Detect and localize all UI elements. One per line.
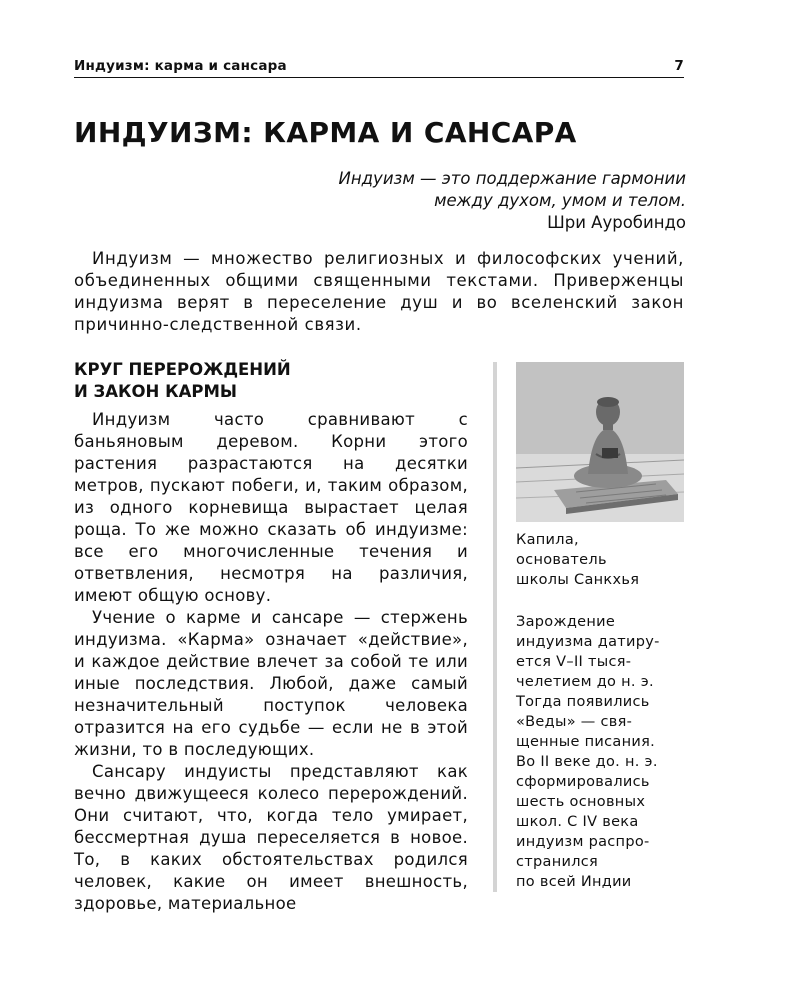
- running-header: [74, 58, 684, 78]
- section-heading: [74, 359, 474, 403]
- note-line: школ. С IV века: [516, 814, 639, 830]
- body-paragraph-3: Сансару индуисты представляют как вечно движущееся колесо перерождений. Они считают, что, когда тело умирает, бессмертная душа переселяется в новое. То, в каких обстоятельствах родился человек, какие он имеет внешность, здоровье, материальное: [74, 762, 468, 913]
- note-line: челетием до н. э.: [516, 674, 654, 690]
- caption-line: основатель: [516, 552, 607, 568]
- note-line: индуизма датиру-: [516, 634, 660, 650]
- section-heading-line-2: И ЗАКОН КАРМЫ: [74, 382, 237, 401]
- page-title: ИНДУИЗМ: КАРМА И САНСАРА: [74, 116, 577, 149]
- epigraph-line-2: между духом, умом и телом.: [434, 191, 686, 210]
- intro-paragraph: Индуизм — множество религиозных и философских учений, объединенных общими священными текстами. Приверженцы индуизма верят в переселение душ и во вселенский закон причинно-следственной связи.: [74, 249, 684, 334]
- epigraph-author: Шри Ауробиндо: [547, 213, 686, 232]
- main-text-column: [74, 409, 468, 915]
- note-line: Зарождение: [516, 614, 616, 630]
- note-line: ется V–II тыся-: [516, 654, 632, 670]
- note-line: щенные писания.: [516, 734, 656, 750]
- body-paragraph-1: Индуизм часто сравнивают с баньяновым деревом. Корни этого растения разрастаются на десятки метров, пускают побеги, и, таким образом, из одного корневища вырастает целая роща. То же можно сказать об индуизме: все его многочисленные течения и ответвления, несмотря на различия, имеют общую основу.: [74, 410, 468, 605]
- column-divider: [493, 362, 497, 892]
- epigraph-line-1: Индуизм — это поддержание гармонии: [338, 169, 686, 188]
- note-line: Во II веке до. н. э.: [516, 754, 658, 770]
- note-line: индуизм распро-: [516, 834, 650, 850]
- caption-line: школы Санкхья: [516, 572, 640, 588]
- running-title: Индуизм: карма и сансара: [74, 58, 287, 74]
- caption-line: Капила,: [516, 532, 579, 548]
- body-paragraph-2: Учение о карме и сансаре — стержень индуизма. «Карма» означает «действие», и каждое действие влечет за собой те или иные последствия. Любой, даже самый незначительный поступок человека отразится на его судьбе — если не в этой жизни, то в последующих.: [74, 608, 468, 759]
- note-line: сформировались: [516, 774, 650, 790]
- section-heading-line-1: КРУГ ПЕРЕРОЖДЕНИЙ: [74, 360, 291, 379]
- note-line: шесть основных: [516, 794, 646, 810]
- kapila-illustration: [516, 362, 684, 522]
- note-line: странился: [516, 854, 599, 870]
- note-line: Тогда появились: [516, 694, 650, 710]
- figure-caption: [516, 530, 684, 590]
- note-line: по всей Индии: [516, 874, 632, 890]
- sidebar-note: [516, 612, 688, 892]
- epigraph: [339, 168, 686, 234]
- note-line: «Веды» — свя-: [516, 714, 633, 730]
- page-number: 7: [674, 58, 684, 74]
